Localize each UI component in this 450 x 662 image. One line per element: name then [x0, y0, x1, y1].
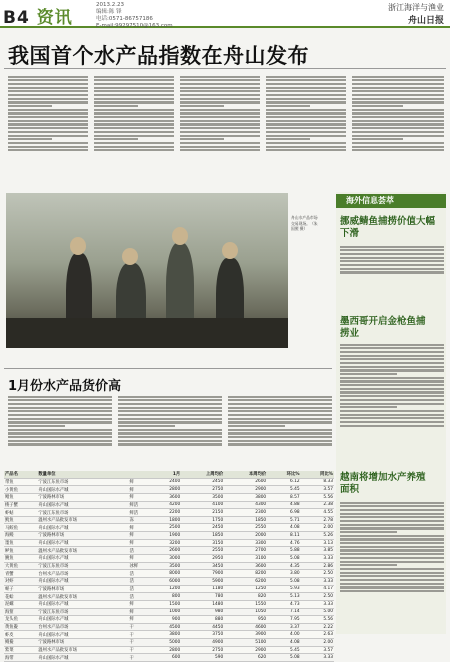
- table-cell: 8.33: [301, 478, 334, 486]
- table-cell: 鳗鲞: [4, 639, 37, 647]
- table-row: [4, 623, 334, 631]
- table-cell: 台州水产品市场: [37, 623, 128, 631]
- table-cell: 4200: [152, 501, 181, 509]
- table-cell: 冰鲜: [128, 562, 152, 570]
- table-cell: 鲜: [128, 539, 152, 547]
- table-cell: 5.13: [267, 593, 300, 601]
- table-cell: 紫菜: [4, 646, 37, 654]
- divider: [4, 368, 332, 369]
- table-cell: 1800: [152, 516, 181, 524]
- table-cell: 活: [128, 585, 152, 593]
- table-cell: 6000: [152, 577, 181, 585]
- table-cell: 3.33: [301, 654, 334, 662]
- phone-line: 电话:0571-86757186: [96, 16, 153, 22]
- table-cell: 2.86: [301, 562, 334, 570]
- table-cell: 鱿鱼: [4, 516, 37, 524]
- table-cell: 3.33: [301, 555, 334, 563]
- table-row: [4, 555, 334, 563]
- table-cell: 1050: [224, 608, 267, 616]
- table-cell: 3450: [181, 562, 224, 570]
- table-cell: 800: [152, 593, 181, 601]
- table-cell: 2.22: [301, 623, 334, 631]
- paper-name: 舟山日报: [407, 16, 444, 26]
- table-cell: 同比%: [301, 471, 334, 478]
- table-cell: 820: [224, 593, 267, 601]
- table-cell: 产品名: [4, 471, 37, 478]
- table-cell: 2.63: [301, 631, 334, 639]
- issue-date: 2013.2.23: [96, 2, 124, 8]
- table-cell: 温州水产品批发市场: [37, 646, 128, 654]
- table-cell: 880: [181, 616, 224, 624]
- table-cell: 1月: [152, 471, 181, 478]
- article-column: [266, 74, 346, 186]
- table-cell: 宁波江东鱼市场: [37, 509, 128, 517]
- table-cell: 3600: [224, 562, 267, 570]
- table-cell: 950: [224, 616, 267, 624]
- table-row: [4, 577, 334, 585]
- table-cell: 620: [224, 654, 267, 662]
- table-cell: 1500: [152, 600, 181, 608]
- table-cell: 2.50: [301, 570, 334, 578]
- side-article-body: [340, 244, 444, 288]
- table-cell: 舟山国际水产城: [37, 577, 128, 585]
- table-cell: 2000: [224, 532, 267, 540]
- table-cell: 2950: [181, 555, 224, 563]
- table-cell: 2150: [181, 509, 224, 517]
- table-cell: 1750: [181, 516, 224, 524]
- side-article-title: 墨西哥开启金枪鱼捕捞业: [340, 316, 426, 339]
- table-cell: [128, 471, 152, 478]
- table-cell: 5.93: [267, 585, 300, 593]
- table-cell: 上周均价: [181, 471, 224, 478]
- table-cell: 鲜: [128, 616, 152, 624]
- table-cell: 2600: [224, 478, 267, 486]
- table-row: [4, 616, 334, 624]
- editor-line: 编辑:陈 锋: [96, 9, 122, 15]
- table-cell: 4900: [181, 639, 224, 647]
- table-cell: 4.55: [301, 509, 334, 517]
- side-article-body: [340, 342, 444, 462]
- table-cell: 舟山国际水产城: [37, 501, 128, 509]
- table-cell: 3.80: [267, 570, 300, 578]
- table-cell: 舟山国际水产城: [37, 616, 128, 624]
- table-cell: 青蟹: [4, 570, 37, 578]
- table-cell: 3.13: [301, 539, 334, 547]
- table-cell: 舟山国际水产城: [37, 555, 128, 563]
- table-cell: 鲈鱼: [4, 547, 37, 555]
- table-cell: 海蜇: [4, 608, 37, 616]
- page-header: [0, 0, 450, 28]
- table-cell: 2.38: [301, 501, 334, 509]
- table-cell: 鮸鱼: [4, 555, 37, 563]
- table-cell: 5.45: [267, 646, 300, 654]
- table-cell: 舟山国际水产城: [37, 600, 128, 608]
- table-cell: 宁波江东鱼市场: [37, 562, 128, 570]
- table-cell: 2750: [181, 646, 224, 654]
- table-cell: 1850: [224, 516, 267, 524]
- table-row: [4, 501, 334, 509]
- table-cell: 3.57: [301, 646, 334, 654]
- table-cell: 2450: [181, 478, 224, 486]
- table-row: [4, 478, 334, 486]
- table-cell: 2800: [152, 646, 181, 654]
- table-cell: 带鱼: [4, 478, 37, 486]
- side-article-title: 越南将增加水产养殖面积: [340, 472, 426, 495]
- table-cell: 海带: [4, 654, 37, 662]
- table-cell: 6200: [224, 577, 267, 585]
- table-cell: 2750: [181, 486, 224, 494]
- table-cell: 4500: [152, 623, 181, 631]
- table-cell: 环比%: [267, 471, 300, 478]
- table-cell: 台州水产品市场: [37, 570, 128, 578]
- table-cell: 宁波路林市场: [37, 532, 128, 540]
- table-row: [4, 547, 334, 555]
- table-cell: 3800: [152, 631, 181, 639]
- table-cell: 5.88: [267, 547, 300, 555]
- table-cell: 4.08: [267, 639, 300, 647]
- table-row: [4, 570, 334, 578]
- table-cell: 2600: [152, 547, 181, 555]
- table-cell: 活: [128, 577, 152, 585]
- table-cell: 3.37: [267, 623, 300, 631]
- table-cell: 舟山国际水产城: [37, 631, 128, 639]
- table-cell: 对虾: [4, 577, 37, 585]
- table-row: [4, 562, 334, 570]
- box-header: 海外信息荟萃: [336, 194, 446, 208]
- table-cell: 墨鱼: [4, 539, 37, 547]
- table-row: [4, 524, 334, 532]
- table-cell: 3.33: [301, 577, 334, 585]
- table-cell: 鲜: [128, 478, 152, 486]
- table-cell: 花蛤: [4, 593, 37, 601]
- table-cell: 鲜: [128, 524, 152, 532]
- table-cell: 鲜: [128, 600, 152, 608]
- table-cell: 舟山国际水产城: [37, 539, 128, 547]
- table-cell: 活: [128, 570, 152, 578]
- section-name: 资讯: [36, 8, 73, 28]
- table-cell: 5000: [152, 639, 181, 647]
- table-cell: 2800: [152, 486, 181, 494]
- table-cell: 宁波江东鱼市场: [37, 608, 128, 616]
- sub-headline: 1月份水产品货价高: [8, 379, 122, 394]
- table-cell: 5.71: [267, 516, 300, 524]
- table-cell: 5.08: [267, 577, 300, 585]
- article-column: [94, 74, 174, 186]
- table-cell: 虾蛄: [4, 509, 37, 517]
- table-cell: 8.11: [267, 532, 300, 540]
- table-cell: 黄鱼鲞: [4, 623, 37, 631]
- table-cell: 4.08: [267, 524, 300, 532]
- table-cell: 3800: [224, 493, 267, 501]
- table-cell: 900: [152, 616, 181, 624]
- table-cell: 8000: [152, 570, 181, 578]
- table-cell: 宁波路林市场: [37, 585, 128, 593]
- table-cell: 鲜: [128, 486, 152, 494]
- table-cell: 7.95: [267, 616, 300, 624]
- price-table: [4, 471, 334, 662]
- table-cell: 泥螺: [4, 600, 37, 608]
- table-cell: 5.26: [301, 532, 334, 540]
- header-meta: [96, 2, 173, 30]
- table-cell: 3000: [152, 555, 181, 563]
- table-cell: 3.33: [301, 600, 334, 608]
- table-row: [4, 585, 334, 593]
- table-cell: 舟山国际水产城: [37, 654, 128, 662]
- table-cell: 5100: [224, 639, 267, 647]
- table-cell: 6.98: [267, 509, 300, 517]
- article-column: [8, 394, 112, 468]
- table-cell: 活: [128, 593, 152, 601]
- table-cell: 1900: [152, 532, 181, 540]
- table-cell: 大黄鱼: [4, 562, 37, 570]
- table-cell: 2900: [224, 646, 267, 654]
- article-column: [180, 74, 260, 186]
- table-cell: 2500: [152, 524, 181, 532]
- table-cell: 温州水产品批发市场: [37, 547, 128, 555]
- table-row: [4, 516, 334, 524]
- table-row: [4, 509, 334, 517]
- table-cell: 4.17: [301, 585, 334, 593]
- table-cell: 780: [181, 593, 224, 601]
- table-cell: 1550: [224, 600, 267, 608]
- table-cell: 干: [128, 646, 152, 654]
- table-row: [4, 486, 334, 494]
- table-cell: 8.57: [267, 493, 300, 501]
- table-cell: 4.73: [267, 600, 300, 608]
- table-cell: 5.56: [301, 616, 334, 624]
- table-cell: 4100: [181, 501, 224, 509]
- article-column: [8, 74, 88, 186]
- table-cell: 1180: [181, 585, 224, 593]
- photo-caption: 舟山水产品市场交易现场。（朱国照 摄）: [291, 215, 318, 231]
- table-cell: 3300: [224, 539, 267, 547]
- table-cell: 干: [128, 631, 152, 639]
- table-cell: 4.88: [267, 501, 300, 509]
- table-cell: 1250: [224, 585, 267, 593]
- table-cell: 2550: [181, 547, 224, 555]
- table-cell: 宁波江东鱼市场: [37, 478, 128, 486]
- market-photo: [6, 193, 288, 348]
- table-cell: 2.00: [301, 639, 334, 647]
- table-cell: 4300: [224, 501, 267, 509]
- table-cell: 干: [128, 654, 152, 662]
- table-cell: 干: [128, 639, 152, 647]
- table-cell: 1480: [181, 600, 224, 608]
- table-cell: 8200: [224, 570, 267, 578]
- table-cell: 海鳗: [4, 532, 37, 540]
- table-cell: 980: [181, 608, 224, 616]
- table-header-row: [4, 471, 334, 478]
- table-cell: 活: [128, 547, 152, 555]
- table-cell: 温州水产品批发市场: [37, 516, 128, 524]
- table-cell: 4.76: [267, 539, 300, 547]
- table-cell: 3500: [152, 562, 181, 570]
- table-cell: 5.56: [301, 493, 334, 501]
- table-cell: 温州水产品批发市场: [37, 593, 128, 601]
- table-row: [4, 631, 334, 639]
- table-cell: 4.00: [267, 631, 300, 639]
- table-cell: 5900: [181, 577, 224, 585]
- table-cell: 4600: [224, 623, 267, 631]
- article-column: [228, 394, 332, 468]
- main-headline: 我国首个水产品指数在舟山发布: [8, 44, 309, 68]
- divider: [4, 68, 446, 69]
- table-cell: 鲜: [128, 608, 152, 616]
- table-cell: 本周均价: [224, 471, 267, 478]
- table-row: [4, 646, 334, 654]
- table-cell: 鲳鱼: [4, 493, 37, 501]
- table-cell: 干: [128, 623, 152, 631]
- table-cell: 5.45: [267, 486, 300, 494]
- article-column: [352, 74, 444, 186]
- table-cell: 小黄鱼: [4, 486, 37, 494]
- table-cell: 梭子蟹: [4, 501, 37, 509]
- table-cell: 1200: [152, 585, 181, 593]
- table-cell: 6.12: [267, 478, 300, 486]
- table-cell: 鲜: [128, 493, 152, 501]
- table-cell: 数量单位: [37, 471, 128, 478]
- table-cell: 鲜: [128, 555, 152, 563]
- table-cell: 3200: [152, 539, 181, 547]
- table-cell: 4450: [181, 623, 224, 631]
- email-line: E-mail:99297510@163.com: [96, 23, 173, 29]
- table-cell: 3600: [152, 493, 181, 501]
- header-right: [388, 2, 444, 26]
- article-column: [118, 394, 222, 468]
- table-row: [4, 532, 334, 540]
- table-cell: 2700: [224, 547, 267, 555]
- table-cell: 冻: [128, 516, 152, 524]
- table-cell: 虾皮: [4, 631, 37, 639]
- table-cell: 2450: [181, 524, 224, 532]
- table-cell: 鲜: [128, 532, 152, 540]
- table-cell: 5.00: [301, 608, 334, 616]
- table-cell: 2.78: [301, 516, 334, 524]
- table-row: [4, 539, 334, 547]
- table-cell: 2550: [224, 524, 267, 532]
- table-cell: 蛏子: [4, 585, 37, 593]
- table-cell: 3750: [181, 631, 224, 639]
- table-row: [4, 600, 334, 608]
- table-row: [4, 593, 334, 601]
- table-cell: 龙头鱼: [4, 616, 37, 624]
- table-cell: 1850: [181, 532, 224, 540]
- page-code: B4: [3, 8, 30, 28]
- table-cell: 舟山国际水产城: [37, 486, 128, 494]
- table-cell: 鲜活: [128, 509, 152, 517]
- region-label: 浙江海洋与渔业: [388, 3, 444, 12]
- table-row: [4, 493, 334, 501]
- table-cell: 7900: [181, 570, 224, 578]
- table-cell: 鲜活: [128, 501, 152, 509]
- table-cell: 590: [181, 654, 224, 662]
- table-cell: 3.85: [301, 547, 334, 555]
- table-cell: 600: [152, 654, 181, 662]
- table-cell: 4.35: [267, 562, 300, 570]
- table-cell: 宁波路林市场: [37, 639, 128, 647]
- side-article-title: 挪威鲭鱼捕捞价值大幅下滑: [340, 216, 436, 239]
- section-tag: [3, 3, 73, 28]
- table-cell: 2200: [152, 509, 181, 517]
- table-cell: 3150: [181, 539, 224, 547]
- table-cell: 2.00: [301, 524, 334, 532]
- table-row: [4, 654, 334, 662]
- table-cell: 5.08: [267, 555, 300, 563]
- table-cell: 舟山国际水产城: [37, 524, 128, 532]
- side-article-body: [340, 500, 444, 630]
- table-row: [4, 608, 334, 616]
- table-cell: 2400: [152, 478, 181, 486]
- table-cell: 5.08: [267, 654, 300, 662]
- table-cell: 7.14: [267, 608, 300, 616]
- table-cell: 3100: [224, 555, 267, 563]
- table-cell: 2.50: [301, 593, 334, 601]
- table-cell: 3500: [181, 493, 224, 501]
- table-cell: 3900: [224, 631, 267, 639]
- table-cell: 宁波路林市场: [37, 493, 128, 501]
- table-cell: 马鲛鱼: [4, 524, 37, 532]
- table-cell: 2300: [224, 509, 267, 517]
- table-cell: 3.57: [301, 486, 334, 494]
- table-cell: 2900: [224, 486, 267, 494]
- table-cell: 1000: [152, 608, 181, 616]
